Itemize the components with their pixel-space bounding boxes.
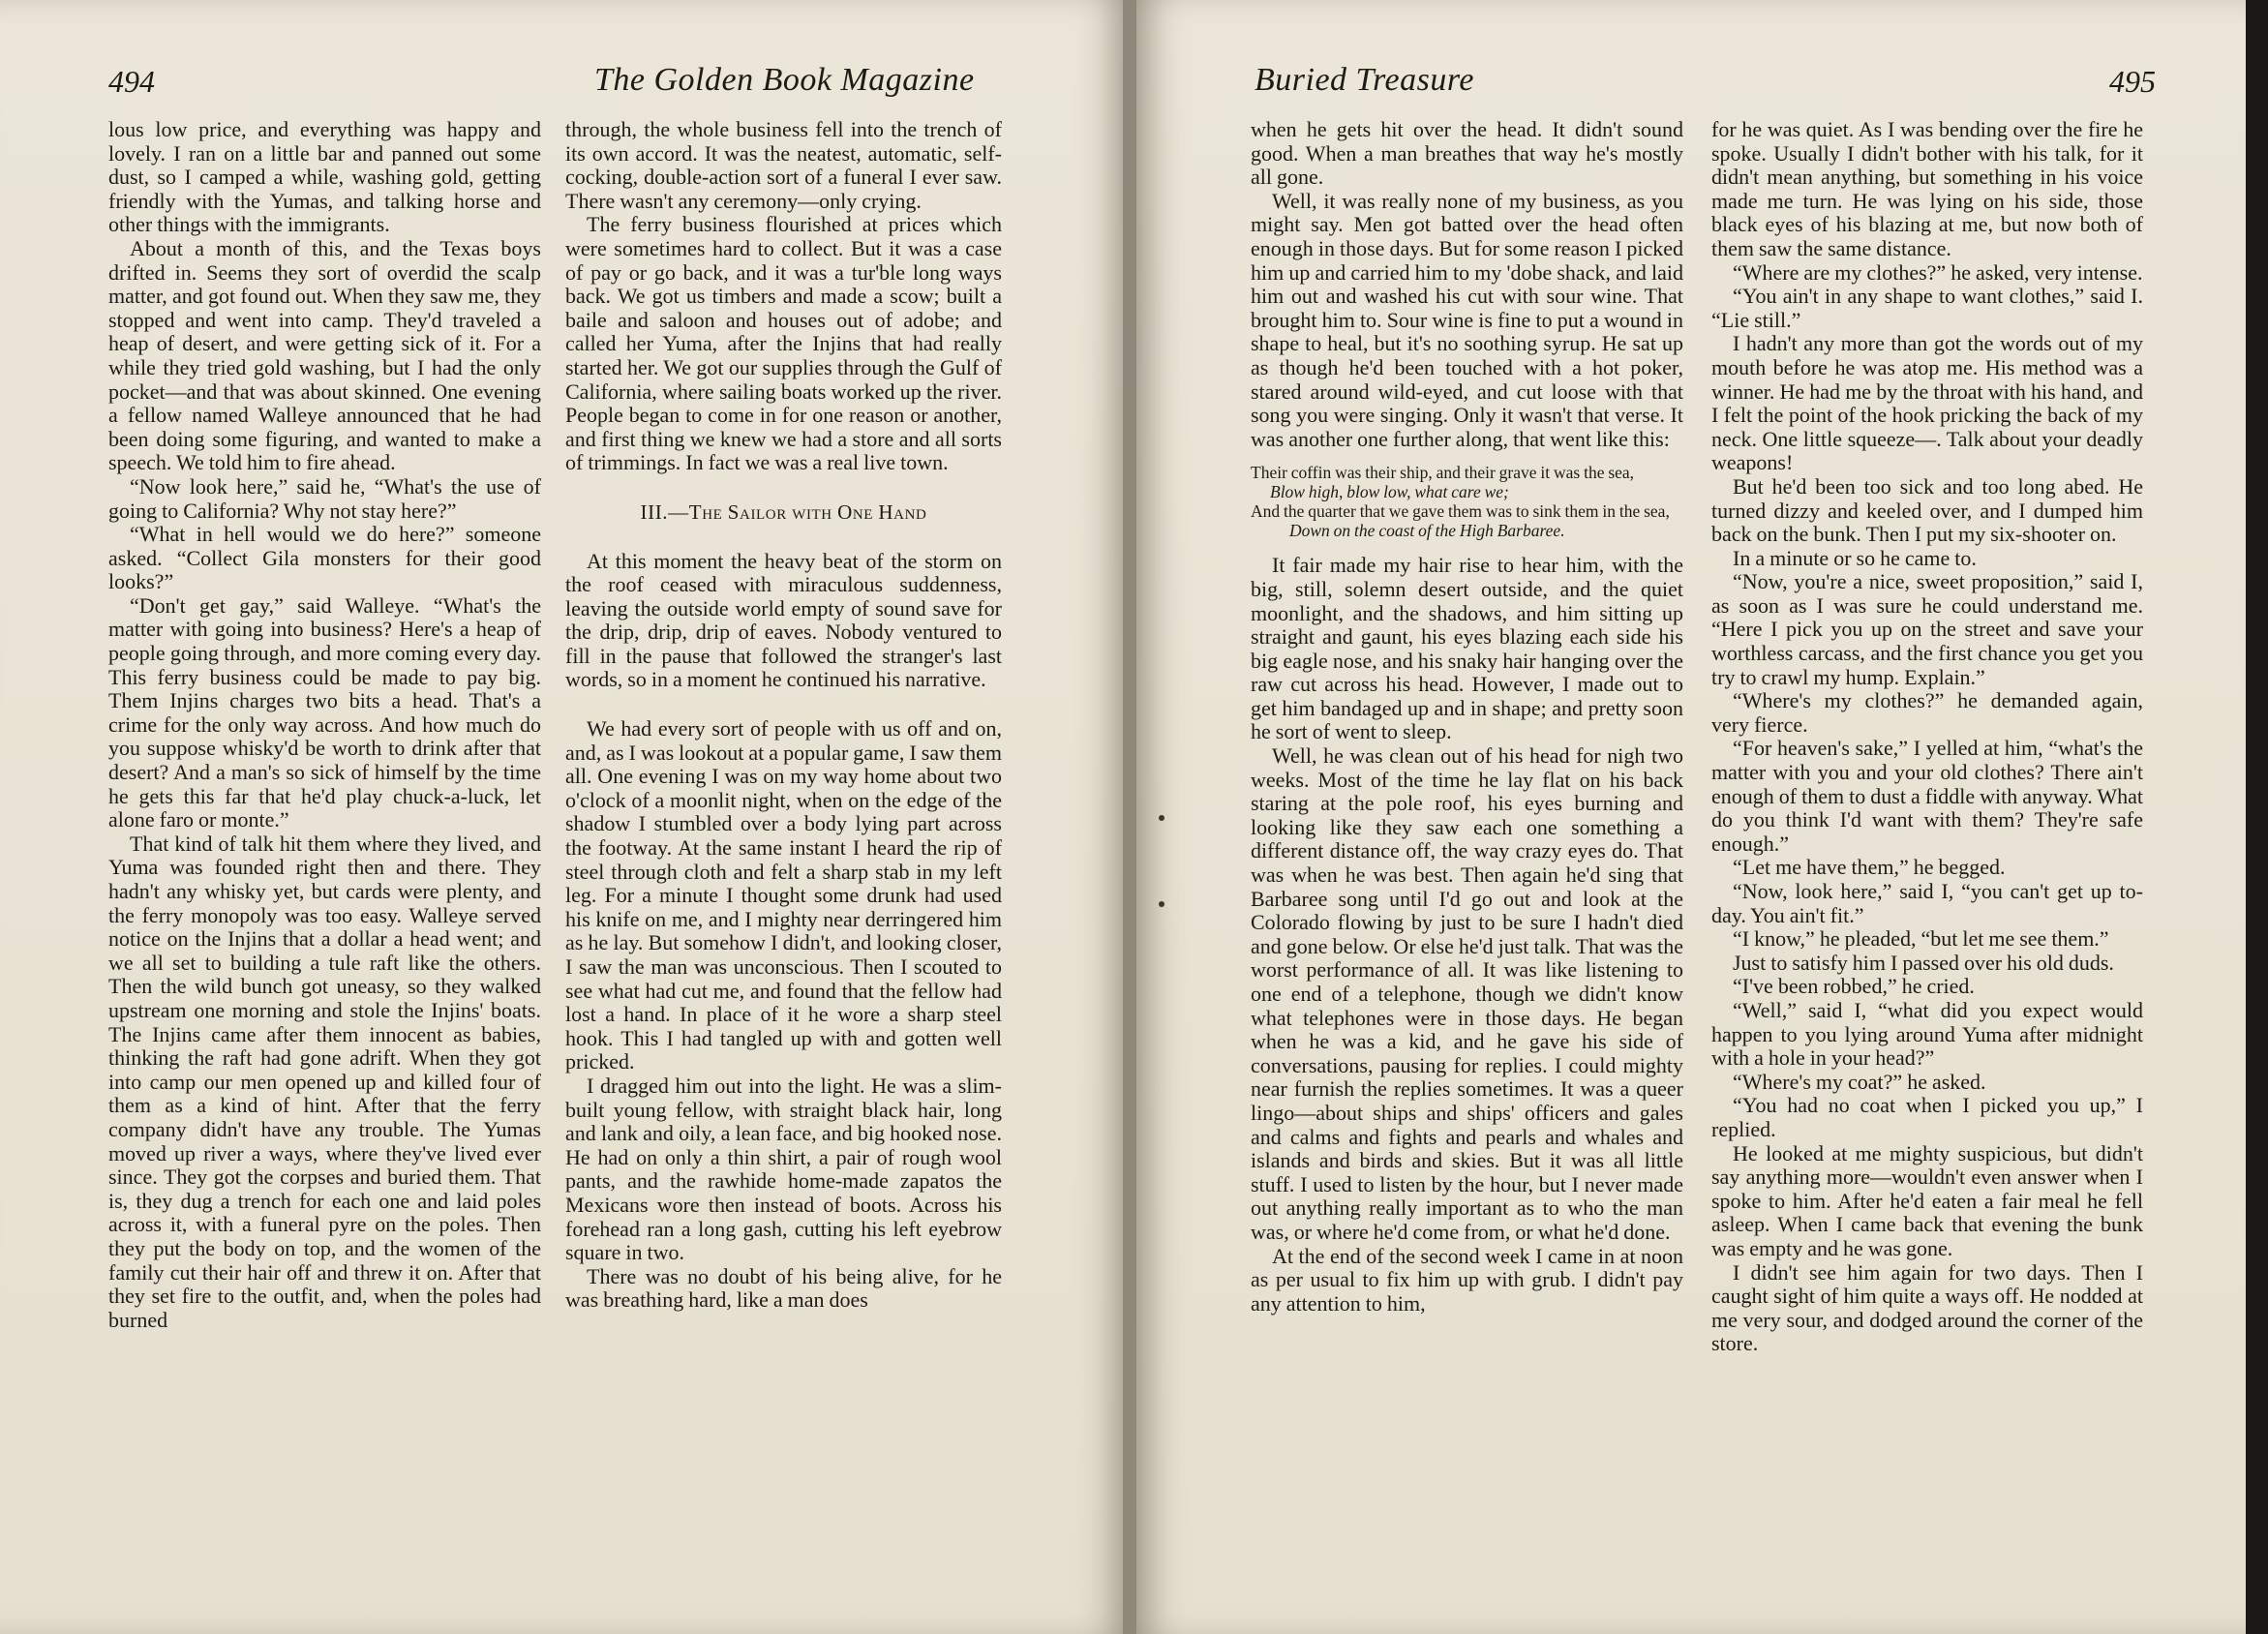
column-section — [1251, 118, 1683, 451]
text-column-2 — [565, 118, 1002, 1551]
paragraph: At the end of the second week I came in at noon as per usual to fix him up with grub. I didn't pay any attention to him, — [1251, 1243, 1683, 1316]
paragraph: Well, it was really none of my business, as you might say. Men got batted over the head often enough in those days. But for some reason I picked him up and carried him to my 'dobe shack, and laid him out and washed his cut with sour wine. That brought him to. Sour wine is fine to put a wound in shape to heal, but it's no soothing syrup. He sat up as though he'd been touched with a hot poker, stared around wild-eyed, and cut loose with that song you were singing. Only it wasn't that verse. It was another one further along, that went like this: — [1251, 188, 1683, 451]
left-page — [0, 0, 1127, 1634]
column-section — [565, 717, 1002, 1313]
paragraph: But he'd been too sick and too long abed. He turned dizzy and keeled over, and I dumped him back on the bunk. Then I put my six-shooter on. — [1711, 473, 2143, 547]
paragraph: I dragged him out into the light. He was a slim-built young fellow, with straight black hair, long and lank and oily, a lean face, and big hooked nose. He had on only a thin shirt, a pair of rough wool pants, and the rawhide home-made zapatos the Mexicans wore then instead of boots. Across his forehead ran a long gash, cutting his left eyebrow square in two. — [565, 1073, 1002, 1265]
paragraph: “You ain't in any shape to want clothes,” said I. “Lie still.” — [1711, 284, 2143, 332]
paragraph: when he gets hit over the head. It didn't sound good. When a man breathes that way he's mostly all gone. — [1251, 118, 1683, 190]
paragraph: “You had no coat when I picked you up,” I replied. — [1711, 1093, 2143, 1141]
right-page — [1136, 0, 2246, 1634]
column-section — [565, 118, 1002, 475]
paragraph: The ferry business flourished at prices which were sometimes hard to collect. But it was a case of pay or go back, and it was a tur'ble long ways back. We got us timbers and made a scow; built a baile and saloon and houses out of adobe; and called her Yuma, after the Injins that had really started her. We got our supplies through the Gulf of California, where sailing boats worked up the river. People began to come in for one reason or another, and first thing we knew we had a store and all sorts of trimmings. In fact we was a real live town. — [565, 212, 1002, 475]
paragraph: He looked at me mighty suspicious, but didn't say anything more—wouldn't even answer when I spoke to him. After he'd eaten a fair meal he fell asleep. When I came back that evening the bunk was empty and he was gone. — [1711, 1140, 2143, 1260]
text-column-1 — [1251, 118, 1683, 1551]
paragraph: “For heaven's sake,” I yelled at him, “what's the matter with you and your old clothes? There ain't enough of them to dust a fiddle with anyway. What do you think I'd want with them? They're safe enough.” — [1711, 736, 2143, 856]
paragraph: “I've been robbed,” he cried. — [1733, 974, 1975, 999]
verse-line: Blow high, blow low, what care we; — [1270, 482, 1509, 502]
verse-line: And the quarter that we gave them was to sink them in the sea, — [1251, 501, 1670, 522]
page-number: 495 — [2109, 64, 2156, 99]
verse-quotation — [1251, 463, 1683, 540]
paragraph: At this moment the heavy beat of the storm on the roof ceased with miraculous suddenness, leaving the outside world empty of sound save for the drip, drip, drip of eaves. Nobody ventured to fill in the pause that followed the stranger's last words, so in a moment he continued his narrative. — [565, 548, 1002, 692]
paragraph: That kind of talk hit them where they lived, and Yuma was founded right then and there. They hadn't any whisky yet, but cards were plenty, and the ferry monopoly was too easy. Walleye served notice on the Injins that a dollar a head went; and we all set to building a tule raft like the others. Then the wild bunch got uneasy, so they walked upstream one morning and stole the Injins' boats. The Injins came after them innocent as babies, thinking the raft had gone adrift. When they got into camp our men opened up and killed four of them as a kind of hint. After that the ferry company didn't have any trouble. The Yumas moved up river a ways, where they've lived ever since. They got the corpses and buried them. That is, they dug a trench for each one and laid poles across it, with a funeral pyre on the poles. Then they put the body on top, and the women of the family cut their hair off and threw it on. After that they set fire to the outfit, and, when the poles had burned — [108, 831, 541, 1332]
paragraph: “Where's my clothes?” he demanded again, very fierce. — [1711, 688, 2143, 737]
paragraph: through, the whole business fell into the trench of its own accord. It was the neatest, automatic, self-cocking, double-action sort of a funeral I ever saw. There wasn't any ceremony—only crying. — [565, 118, 1002, 213]
paragraph: I didn't see him again for two days. Then I caught sight of him quite a ways off. He nodded at me very sour, and dodged around the corner of the store. — [1711, 1259, 2143, 1356]
paragraph: It fair made my hair rise to hear him, with the big, still, solemn desert outside, and the quiet moonlight, and the shadows, and him sitting up straight and gaunt, his eyes blazing each side his big eagle nose, and his snaky hair hanging over the raw cut across his head. However, I made out to get him bandaged up and in shape; and pretty soon he sort of went to sleep. — [1251, 553, 1683, 744]
text-column-2 — [1711, 118, 2143, 1551]
paragraph: lous low price, and everything was happy and lovely. I ran on a little bar and panned out some dust, so I camped a while, washing gold, getting friendly with the Yumas, and talking horse and other things with the immigrants. — [108, 118, 541, 237]
paragraph: “Now, look here,” said I, “you can't get up to-day. You ain't fit.” — [1711, 879, 2143, 927]
verse-line: Their coffin was their ship, and their grave it was the sea, — [1251, 463, 1635, 483]
paragraph: “I know,” he pleaded, “but let me see them.” — [1733, 926, 2109, 952]
paragraph: “Now look here,” said he, “What's the use of going to California? Why not stay here?” — [108, 473, 541, 523]
column-section — [1251, 554, 1683, 1316]
paragraph: “Let me have them,” he begged. — [1733, 855, 2006, 880]
paragraph: “Where's my coat?” he asked. — [1733, 1069, 1986, 1094]
paragraph: “What in hell would we do here?” someone asked. “Collect Gila monsters for their good looks?” — [108, 522, 541, 594]
binding-mark — [1159, 901, 1164, 907]
paragraph: We had every sort of people with us off and on, and, as I was lookout at a popular game, I saw them all. One evening I was on my way home about two o'clock of a moonlit night, when on the edge of the shadow I stumbled over a body lying part across the footway. At the same instant I heard the rip of steel through cloth and felt a sharp stab in my left leg. For a minute I thought some drunk had used his knife on me, and I mighty near derringered him as he lay. But somehow I didn't, and looking closer, I saw the man was unconscious. Then I scouted to see what had cut me, and found that the fellow had lost a hand. In place of it he wore a sharp steel hook. This I had tangled up with and gotten well pricked. — [565, 716, 1002, 1074]
running-head: The Golden Book Magazine — [594, 62, 975, 98]
verse-line: Down on the coast of the High Barbaree. — [1289, 521, 1565, 541]
paragraph: for he was quiet. As I was bending over the fire he spoke. Usually I didn't bother with his talk, for it didn't mean anything, but something in his voice made me turn. He was lying on his side, those black eyes of his blazing at me, but now both of them saw the same distance. — [1711, 118, 2143, 260]
running-head: Buried Treasure — [1255, 62, 1474, 98]
paragraph: “Where are my clothes?” he asked, very intense. — [1733, 259, 2143, 285]
page-number: 494 — [108, 64, 155, 99]
paragraph: Well, he was clean out of his head for nigh two weeks. Most of the time he lay flat on his back staring at the pole roof, his eyes burning and looking like they saw each one something a different distance off, the way crazy eyes do. That was when he was best. Then again he'd sing that Barbaree song until I'd go out and look at the Colorado flowing by just to be sure I hadn't died and gone below. Or else he'd just talk. That was the worst performance of all. It was like listening to one end of a telephone, though we didn't know what telephones were in those days. He began when he was a kid, and he gave his side of conversations, pausing for replies. I could mighty near furnish the replies sometimes. It was a queer lingo—about ships and ships' officers and gales and calms and fights and pearls and whales and islands and birds and skies. But it was all little stuff. I used to listen by the hour, but I never made out anything really important as to who the man was, or where he'd come from, or what he'd done. — [1251, 743, 1683, 1244]
paragraph: I hadn't any more than got the words out of my mouth before he was atop me. His method was a winner. He had me by the throat with his hand, and I felt the point of the hook pricking the back of my neck. One little squeeze—. Talk about your deadly weapons! — [1711, 331, 2143, 475]
column-section — [565, 550, 1002, 693]
text-column-1 — [108, 118, 541, 1551]
scan-edge — [2246, 0, 2268, 1634]
paragraph: Just to satisfy him I passed over his old duds. — [1733, 950, 2114, 975]
paragraph: “Don't get gay,” said Walleye. “What's the matter with going into business? Here's a heap of people going through, and more coming every day. This ferry business could be made to pay big. Them Injins charges two bits a head. That's a crime for the only way across. And how much do you suppose whisky'd be worth to drink after that desert? And a man's so sick of himself by the time he gets this far that he'd play chuck-a-luck, let alone faro or monte.” — [108, 592, 541, 832]
binding-mark — [1159, 815, 1164, 821]
section-heading: III.—The Sailor with One Hand — [640, 499, 927, 524]
paragraph: About a month of this, and the Texas boys drifted in. Seems they sort of overdid the scalp matter, and got found out. When they saw me, they stopped and went into camp. They'd traveled a heap of desert, and were getting sick of it. For a while they tried gold washing, but I had the only pocket—and that was about skinned. One evening a fellow named Walleye announced that he had been doing some figuring, and wanted to make a speech. We told him to fire ahead. — [108, 235, 541, 475]
paragraph: “Now, you're a nice, sweet proposition,” said I, as soon as I was sure he could understand me. “Here I pick you up on the street and save your worthless carcass, and the first chance you get you try to crawl my hump. Explain.” — [1711, 569, 2143, 689]
paragraph: “Well,” said I, “what did you expect would happen to you lying around Yuma after midnight with a hole in your head?” — [1711, 997, 2143, 1071]
paragraph: In a minute or so he came to. — [1733, 545, 1977, 570]
paragraph: There was no doubt of his being alive, for he was breathing hard, like a man does — [565, 1263, 1002, 1313]
